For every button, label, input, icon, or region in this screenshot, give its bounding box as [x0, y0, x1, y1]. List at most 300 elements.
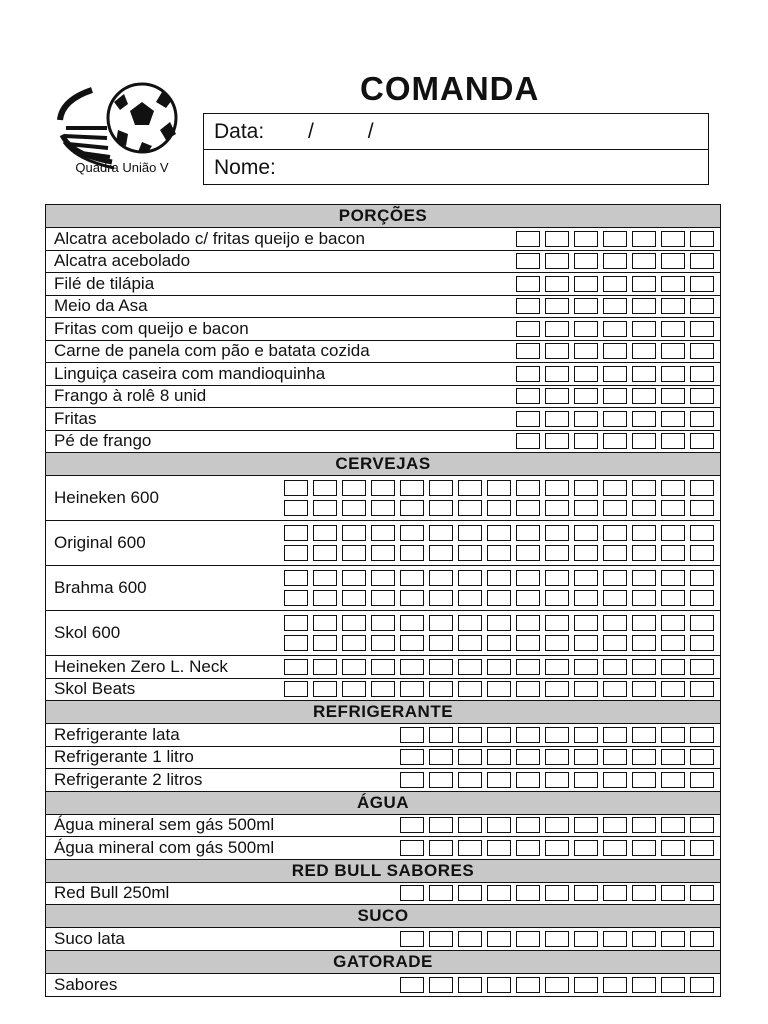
tally-checkbox[interactable] — [545, 772, 569, 788]
tally-checkbox[interactable] — [400, 480, 424, 496]
tally-checkbox[interactable] — [487, 681, 511, 697]
tally-checkbox[interactable] — [371, 659, 395, 675]
tally-checkbox[interactable] — [516, 659, 540, 675]
tally-checkbox[interactable] — [661, 321, 685, 337]
tally-checkbox[interactable] — [545, 343, 569, 359]
tally-checkbox[interactable] — [516, 681, 540, 697]
tally-checkbox[interactable] — [574, 817, 598, 833]
tally-checkbox[interactable] — [603, 500, 627, 516]
tally-checkbox[interactable] — [661, 253, 685, 269]
tally-checkbox[interactable] — [661, 500, 685, 516]
tally-checkbox[interactable] — [632, 321, 656, 337]
tally-checkbox[interactable] — [661, 545, 685, 561]
tally-checkbox[interactable] — [487, 500, 511, 516]
tally-checkbox[interactable] — [545, 298, 569, 314]
tally-checkbox[interactable] — [661, 388, 685, 404]
tally-checkbox[interactable] — [400, 590, 424, 606]
tally-checkbox[interactable] — [458, 772, 482, 788]
tally-checkbox[interactable] — [371, 525, 395, 541]
tally-checkbox[interactable] — [690, 545, 714, 561]
tally-checkbox[interactable] — [661, 977, 685, 993]
tally-checkbox[interactable] — [516, 500, 540, 516]
tally-checkbox[interactable] — [632, 977, 656, 993]
tally-checkbox[interactable] — [545, 525, 569, 541]
tally-checkbox[interactable] — [458, 480, 482, 496]
tally-checkbox[interactable] — [342, 635, 366, 651]
tally-checkbox[interactable] — [690, 253, 714, 269]
tally-checkbox[interactable] — [342, 615, 366, 631]
tally-checkbox[interactable] — [458, 615, 482, 631]
tally-checkbox[interactable] — [603, 545, 627, 561]
tally-checkbox[interactable] — [574, 433, 598, 449]
tally-checkbox[interactable] — [516, 885, 540, 901]
tally-checkbox[interactable] — [603, 276, 627, 292]
tally-checkbox[interactable] — [603, 977, 627, 993]
tally-checkbox[interactable] — [690, 500, 714, 516]
tally-checkbox[interactable] — [400, 772, 424, 788]
tally-checkbox[interactable] — [487, 545, 511, 561]
tally-checkbox[interactable] — [516, 298, 540, 314]
tally-checkbox[interactable] — [284, 480, 308, 496]
tally-checkbox[interactable] — [690, 590, 714, 606]
tally-checkbox[interactable] — [690, 817, 714, 833]
tally-checkbox[interactable] — [458, 545, 482, 561]
tally-checkbox[interactable] — [429, 500, 453, 516]
tally-checkbox[interactable] — [429, 977, 453, 993]
tally-checkbox[interactable] — [400, 525, 424, 541]
tally-checkbox[interactable] — [632, 749, 656, 765]
tally-checkbox[interactable] — [429, 615, 453, 631]
tally-checkbox[interactable] — [516, 590, 540, 606]
tally-checkbox[interactable] — [487, 659, 511, 675]
tally-checkbox[interactable] — [545, 500, 569, 516]
tally-checkbox[interactable] — [632, 343, 656, 359]
tally-checkbox[interactable] — [690, 388, 714, 404]
tally-checkbox[interactable] — [458, 570, 482, 586]
tally-checkbox[interactable] — [429, 681, 453, 697]
tally-checkbox[interactable] — [603, 480, 627, 496]
tally-checkbox[interactable] — [400, 885, 424, 901]
tally-checkbox[interactable] — [690, 433, 714, 449]
tally-checkbox[interactable] — [516, 772, 540, 788]
tally-checkbox[interactable] — [400, 977, 424, 993]
tally-checkbox[interactable] — [632, 231, 656, 247]
tally-checkbox[interactable] — [661, 570, 685, 586]
tally-checkbox[interactable] — [603, 590, 627, 606]
tally-checkbox[interactable] — [371, 590, 395, 606]
tally-checkbox[interactable] — [632, 772, 656, 788]
tally-checkbox[interactable] — [313, 635, 337, 651]
tally-checkbox[interactable] — [313, 615, 337, 631]
tally-checkbox[interactable] — [690, 885, 714, 901]
tally-checkbox[interactable] — [603, 388, 627, 404]
tally-checkbox[interactable] — [661, 681, 685, 697]
tally-checkbox[interactable] — [458, 681, 482, 697]
tally-checkbox[interactable] — [690, 411, 714, 427]
tally-checkbox[interactable] — [371, 615, 395, 631]
tally-checkbox[interactable] — [429, 525, 453, 541]
tally-checkbox[interactable] — [632, 681, 656, 697]
tally-checkbox[interactable] — [545, 590, 569, 606]
tally-checkbox[interactable] — [690, 977, 714, 993]
tally-checkbox[interactable] — [603, 411, 627, 427]
tally-checkbox[interactable] — [284, 659, 308, 675]
tally-checkbox[interactable] — [516, 343, 540, 359]
tally-checkbox[interactable] — [545, 433, 569, 449]
tally-checkbox[interactable] — [661, 590, 685, 606]
tally-checkbox[interactable] — [487, 590, 511, 606]
tally-checkbox[interactable] — [284, 635, 308, 651]
tally-checkbox[interactable] — [516, 977, 540, 993]
tally-checkbox[interactable] — [632, 411, 656, 427]
tally-checkbox[interactable] — [603, 321, 627, 337]
tally-checkbox[interactable] — [487, 570, 511, 586]
tally-checkbox[interactable] — [661, 749, 685, 765]
tally-checkbox[interactable] — [603, 681, 627, 697]
tally-checkbox[interactable] — [429, 480, 453, 496]
tally-checkbox[interactable] — [545, 480, 569, 496]
tally-checkbox[interactable] — [632, 500, 656, 516]
tally-checkbox[interactable] — [603, 570, 627, 586]
tally-checkbox[interactable] — [545, 977, 569, 993]
tally-checkbox[interactable] — [516, 545, 540, 561]
tally-checkbox[interactable] — [313, 500, 337, 516]
tally-checkbox[interactable] — [574, 635, 598, 651]
tally-checkbox[interactable] — [458, 590, 482, 606]
tally-checkbox[interactable] — [458, 635, 482, 651]
tally-checkbox[interactable] — [603, 298, 627, 314]
tally-checkbox[interactable] — [632, 659, 656, 675]
tally-checkbox[interactable] — [284, 500, 308, 516]
tally-checkbox[interactable] — [487, 885, 511, 901]
tally-checkbox[interactable] — [574, 525, 598, 541]
tally-checkbox[interactable] — [574, 545, 598, 561]
tally-checkbox[interactable] — [632, 817, 656, 833]
tally-checkbox[interactable] — [371, 500, 395, 516]
tally-checkbox[interactable] — [603, 635, 627, 651]
tally-checkbox[interactable] — [661, 480, 685, 496]
tally-checkbox[interactable] — [458, 749, 482, 765]
tally-checkbox[interactable] — [603, 231, 627, 247]
tally-checkbox[interactable] — [458, 885, 482, 901]
tally-checkbox[interactable] — [545, 253, 569, 269]
tally-checkbox[interactable] — [284, 570, 308, 586]
tally-checkbox[interactable] — [661, 343, 685, 359]
tally-checkbox[interactable] — [516, 570, 540, 586]
tally-checkbox[interactable] — [661, 298, 685, 314]
tally-checkbox[interactable] — [342, 570, 366, 586]
tally-checkbox[interactable] — [487, 615, 511, 631]
tally-checkbox[interactable] — [574, 231, 598, 247]
tally-checkbox[interactable] — [458, 500, 482, 516]
tally-checkbox[interactable] — [313, 525, 337, 541]
tally-checkbox[interactable] — [690, 570, 714, 586]
tally-checkbox[interactable] — [661, 525, 685, 541]
tally-checkbox[interactable] — [284, 615, 308, 631]
tally-checkbox[interactable] — [371, 635, 395, 651]
tally-checkbox[interactable] — [661, 840, 685, 856]
tally-checkbox[interactable] — [516, 749, 540, 765]
tally-checkbox[interactable] — [516, 433, 540, 449]
tally-checkbox[interactable] — [661, 411, 685, 427]
tally-checkbox[interactable] — [400, 659, 424, 675]
tally-checkbox[interactable] — [516, 615, 540, 631]
tally-checkbox[interactable] — [603, 433, 627, 449]
tally-checkbox[interactable] — [661, 433, 685, 449]
tally-checkbox[interactable] — [690, 343, 714, 359]
tally-checkbox[interactable] — [661, 366, 685, 382]
tally-checkbox[interactable] — [313, 659, 337, 675]
tally-checkbox[interactable] — [574, 772, 598, 788]
tally-checkbox[interactable] — [516, 276, 540, 292]
tally-checkbox[interactable] — [632, 840, 656, 856]
tally-checkbox[interactable] — [661, 231, 685, 247]
tally-checkbox[interactable] — [516, 388, 540, 404]
tally-checkbox[interactable] — [574, 570, 598, 586]
tally-checkbox[interactable] — [574, 840, 598, 856]
tally-checkbox[interactable] — [632, 480, 656, 496]
tally-checkbox[interactable] — [516, 231, 540, 247]
tally-checkbox[interactable] — [690, 276, 714, 292]
tally-checkbox[interactable] — [545, 388, 569, 404]
tally-checkbox[interactable] — [632, 276, 656, 292]
tally-checkbox[interactable] — [516, 411, 540, 427]
tally-checkbox[interactable] — [603, 817, 627, 833]
tally-checkbox[interactable] — [545, 727, 569, 743]
tally-checkbox[interactable] — [458, 525, 482, 541]
name-field[interactable] — [204, 149, 708, 184]
tally-checkbox[interactable] — [458, 931, 482, 947]
tally-checkbox[interactable] — [603, 615, 627, 631]
tally-checkbox[interactable] — [487, 931, 511, 947]
tally-checkbox[interactable] — [690, 635, 714, 651]
tally-checkbox[interactable] — [545, 545, 569, 561]
tally-checkbox[interactable] — [545, 659, 569, 675]
tally-checkbox[interactable] — [690, 681, 714, 697]
tally-checkbox[interactable] — [661, 615, 685, 631]
tally-checkbox[interactable] — [661, 635, 685, 651]
tally-checkbox[interactable] — [487, 749, 511, 765]
tally-checkbox[interactable] — [545, 817, 569, 833]
tally-checkbox[interactable] — [574, 321, 598, 337]
tally-checkbox[interactable] — [487, 480, 511, 496]
tally-checkbox[interactable] — [487, 727, 511, 743]
tally-checkbox[interactable] — [400, 615, 424, 631]
tally-checkbox[interactable] — [284, 681, 308, 697]
tally-checkbox[interactable] — [400, 635, 424, 651]
tally-checkbox[interactable] — [400, 500, 424, 516]
tally-checkbox[interactable] — [632, 433, 656, 449]
tally-checkbox[interactable] — [603, 525, 627, 541]
tally-checkbox[interactable] — [690, 321, 714, 337]
tally-checkbox[interactable] — [632, 253, 656, 269]
tally-checkbox[interactable] — [545, 570, 569, 586]
tally-checkbox[interactable] — [429, 590, 453, 606]
tally-checkbox[interactable] — [429, 817, 453, 833]
tally-checkbox[interactable] — [603, 749, 627, 765]
tally-checkbox[interactable] — [690, 772, 714, 788]
tally-checkbox[interactable] — [429, 570, 453, 586]
tally-checkbox[interactable] — [516, 635, 540, 651]
tally-checkbox[interactable] — [661, 727, 685, 743]
tally-checkbox[interactable] — [574, 977, 598, 993]
tally-checkbox[interactable] — [487, 840, 511, 856]
tally-checkbox[interactable] — [429, 931, 453, 947]
tally-checkbox[interactable] — [661, 817, 685, 833]
tally-checkbox[interactable] — [342, 659, 366, 675]
tally-checkbox[interactable] — [574, 411, 598, 427]
tally-checkbox[interactable] — [690, 366, 714, 382]
tally-checkbox[interactable] — [284, 545, 308, 561]
tally-checkbox[interactable] — [661, 885, 685, 901]
tally-checkbox[interactable] — [661, 276, 685, 292]
tally-checkbox[interactable] — [284, 525, 308, 541]
tally-checkbox[interactable] — [545, 411, 569, 427]
tally-checkbox[interactable] — [429, 772, 453, 788]
tally-checkbox[interactable] — [516, 525, 540, 541]
tally-checkbox[interactable] — [487, 635, 511, 651]
tally-checkbox[interactable] — [690, 525, 714, 541]
tally-checkbox[interactable] — [603, 885, 627, 901]
tally-checkbox[interactable] — [400, 840, 424, 856]
tally-checkbox[interactable] — [371, 480, 395, 496]
tally-checkbox[interactable] — [690, 727, 714, 743]
tally-checkbox[interactable] — [516, 366, 540, 382]
tally-checkbox[interactable] — [516, 321, 540, 337]
tally-checkbox[interactable] — [342, 525, 366, 541]
tally-checkbox[interactable] — [690, 298, 714, 314]
tally-checkbox[interactable] — [690, 659, 714, 675]
tally-checkbox[interactable] — [632, 366, 656, 382]
tally-checkbox[interactable] — [632, 545, 656, 561]
tally-checkbox[interactable] — [429, 749, 453, 765]
tally-checkbox[interactable] — [400, 570, 424, 586]
tally-checkbox[interactable] — [342, 500, 366, 516]
tally-checkbox[interactable] — [429, 885, 453, 901]
tally-checkbox[interactable] — [313, 480, 337, 496]
tally-checkbox[interactable] — [545, 635, 569, 651]
tally-checkbox[interactable] — [545, 615, 569, 631]
tally-checkbox[interactable] — [516, 480, 540, 496]
tally-checkbox[interactable] — [487, 772, 511, 788]
tally-checkbox[interactable] — [313, 590, 337, 606]
tally-checkbox[interactable] — [371, 681, 395, 697]
tally-checkbox[interactable] — [429, 727, 453, 743]
tally-checkbox[interactable] — [458, 977, 482, 993]
tally-checkbox[interactable] — [516, 817, 540, 833]
tally-checkbox[interactable] — [400, 817, 424, 833]
tally-checkbox[interactable] — [574, 931, 598, 947]
tally-checkbox[interactable] — [574, 343, 598, 359]
tally-checkbox[interactable] — [545, 321, 569, 337]
tally-checkbox[interactable] — [574, 366, 598, 382]
tally-checkbox[interactable] — [516, 253, 540, 269]
tally-checkbox[interactable] — [458, 840, 482, 856]
tally-checkbox[interactable] — [632, 931, 656, 947]
tally-checkbox[interactable] — [574, 615, 598, 631]
tally-checkbox[interactable] — [342, 590, 366, 606]
tally-checkbox[interactable] — [574, 749, 598, 765]
tally-checkbox[interactable] — [313, 570, 337, 586]
tally-checkbox[interactable] — [603, 840, 627, 856]
tally-checkbox[interactable] — [632, 525, 656, 541]
tally-checkbox[interactable] — [574, 253, 598, 269]
date-field[interactable] — [204, 114, 708, 149]
tally-checkbox[interactable] — [545, 931, 569, 947]
tally-checkbox[interactable] — [342, 480, 366, 496]
tally-checkbox[interactable] — [516, 931, 540, 947]
tally-checkbox[interactable] — [690, 749, 714, 765]
tally-checkbox[interactable] — [458, 817, 482, 833]
tally-checkbox[interactable] — [342, 545, 366, 561]
tally-checkbox[interactable] — [545, 681, 569, 697]
tally-checkbox[interactable] — [690, 615, 714, 631]
tally-checkbox[interactable] — [632, 388, 656, 404]
tally-checkbox[interactable] — [487, 817, 511, 833]
tally-checkbox[interactable] — [690, 231, 714, 247]
tally-checkbox[interactable] — [603, 343, 627, 359]
tally-checkbox[interactable] — [690, 480, 714, 496]
tally-checkbox[interactable] — [603, 931, 627, 947]
tally-checkbox[interactable] — [545, 749, 569, 765]
tally-checkbox[interactable] — [603, 772, 627, 788]
tally-checkbox[interactable] — [574, 590, 598, 606]
tally-checkbox[interactable] — [632, 298, 656, 314]
tally-checkbox[interactable] — [661, 772, 685, 788]
tally-checkbox[interactable] — [400, 727, 424, 743]
tally-checkbox[interactable] — [516, 727, 540, 743]
tally-checkbox[interactable] — [661, 931, 685, 947]
tally-checkbox[interactable] — [632, 590, 656, 606]
tally-checkbox[interactable] — [284, 590, 308, 606]
tally-checkbox[interactable] — [371, 545, 395, 561]
tally-checkbox[interactable] — [400, 931, 424, 947]
tally-checkbox[interactable] — [545, 231, 569, 247]
tally-checkbox[interactable] — [690, 840, 714, 856]
tally-checkbox[interactable] — [400, 681, 424, 697]
tally-checkbox[interactable] — [574, 480, 598, 496]
tally-checkbox[interactable] — [632, 727, 656, 743]
tally-checkbox[interactable] — [429, 659, 453, 675]
tally-checkbox[interactable] — [574, 727, 598, 743]
tally-checkbox[interactable] — [516, 840, 540, 856]
tally-checkbox[interactable] — [632, 615, 656, 631]
tally-checkbox[interactable] — [632, 570, 656, 586]
tally-checkbox[interactable] — [458, 659, 482, 675]
tally-checkbox[interactable] — [545, 366, 569, 382]
tally-checkbox[interactable] — [632, 885, 656, 901]
tally-checkbox[interactable] — [545, 276, 569, 292]
tally-checkbox[interactable] — [545, 885, 569, 901]
tally-checkbox[interactable] — [400, 749, 424, 765]
tally-checkbox[interactable] — [632, 635, 656, 651]
tally-checkbox[interactable] — [313, 681, 337, 697]
tally-checkbox[interactable] — [574, 659, 598, 675]
tally-checkbox[interactable] — [603, 727, 627, 743]
tally-checkbox[interactable] — [429, 635, 453, 651]
tally-checkbox[interactable] — [342, 681, 366, 697]
tally-checkbox[interactable] — [603, 366, 627, 382]
tally-checkbox[interactable] — [690, 931, 714, 947]
tally-checkbox[interactable] — [429, 840, 453, 856]
tally-checkbox[interactable] — [487, 525, 511, 541]
tally-checkbox[interactable] — [603, 253, 627, 269]
tally-checkbox[interactable] — [313, 545, 337, 561]
tally-checkbox[interactable] — [458, 727, 482, 743]
tally-checkbox[interactable] — [574, 388, 598, 404]
tally-checkbox[interactable] — [574, 681, 598, 697]
tally-checkbox[interactable] — [574, 500, 598, 516]
